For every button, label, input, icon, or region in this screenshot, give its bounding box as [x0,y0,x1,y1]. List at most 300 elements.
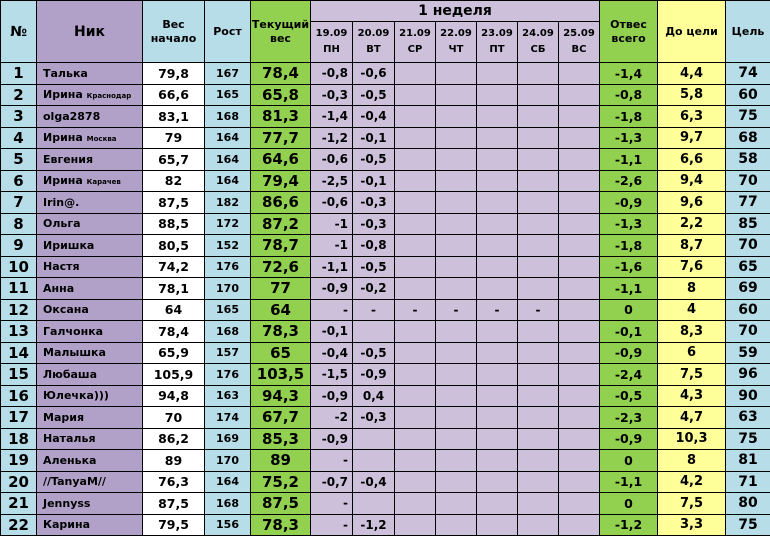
row-day-3 [436,192,477,214]
row-day-0: - [311,514,353,536]
row-total-loss: -1,6 [600,256,658,278]
table-row [1,63,770,85]
row-total-loss: -2,6 [600,170,658,192]
row-start-weight: 79,5 [143,514,205,536]
row-day-3 [436,450,477,472]
row-to-goal: 7,6 [658,256,726,278]
header-day-weekday: ВТ [366,44,381,55]
row-height: 182 [205,192,251,214]
row-total-loss: -0,9 [600,192,658,214]
row-day-1 [353,321,395,343]
header-day-3 [436,22,477,63]
table-row [1,84,770,106]
row-day-1: -0,6 [353,63,395,85]
row-day-3 [436,428,477,450]
row-current-weight: 87,2 [251,213,311,235]
row-start-weight: 64 [143,299,205,321]
nick-name: olga2878 [43,109,101,123]
row-day-3 [436,213,477,235]
row-day-0: -0,7 [311,471,353,493]
row-day-6 [559,493,600,515]
row-day-6 [559,407,600,429]
row-goal: 70 [726,235,770,257]
row-nick [37,364,143,386]
row-goal: 96 [726,364,770,386]
row-current-weight: 64 [251,299,311,321]
row-day-3 [436,256,477,278]
row-day-0: -1,1 [311,256,353,278]
row-goal: 58 [726,149,770,171]
row-day-1 [353,493,395,515]
row-day-0: - [311,493,353,515]
row-day-2 [395,256,436,278]
row-day-4 [477,170,518,192]
row-nick [37,299,143,321]
row-day-6 [559,385,600,407]
row-nick [37,321,143,343]
row-to-goal: 8,7 [658,235,726,257]
row-height: 169 [205,428,251,450]
row-current-weight: 85,3 [251,428,311,450]
row-to-goal: 4,4 [658,63,726,85]
row-day-5 [518,278,559,300]
row-day-2 [395,170,436,192]
header-day-weekday: ЧТ [448,44,464,55]
row-day-0: - [311,299,353,321]
row-current-weight: 87,5 [251,493,311,515]
row-day-0: -0,9 [311,385,353,407]
row-nick [37,493,143,515]
row-day-5 [518,385,559,407]
row-height: 167 [205,63,251,85]
row-day-0: -2,5 [311,170,353,192]
row-total-loss: -1,4 [600,63,658,85]
nick-city: Карачев [86,178,121,187]
row-day-6 [559,192,600,214]
row-goal: 68 [726,127,770,149]
table-row [1,342,770,364]
row-to-goal: 8 [658,450,726,472]
row-height: 165 [205,299,251,321]
row-day-6 [559,299,600,321]
row-height: 164 [205,471,251,493]
row-day-5 [518,450,559,472]
row-to-goal: 4,3 [658,385,726,407]
row-start-weight: 80,5 [143,235,205,257]
row-nick [37,450,143,472]
nick-name: Любаша [43,367,98,381]
row-number: 13 [1,321,37,343]
row-nick [37,342,143,364]
row-start-weight: 86,2 [143,428,205,450]
table-row [1,450,770,472]
row-day-2 [395,471,436,493]
nick-name: Настя [43,260,80,274]
row-day-4 [477,321,518,343]
row-day-2 [395,407,436,429]
table-row [1,213,770,235]
row-day-4 [477,149,518,171]
row-start-weight: 94,8 [143,385,205,407]
row-total-loss: -2,4 [600,364,658,386]
row-total-loss: 0 [600,299,658,321]
row-number: 15 [1,364,37,386]
header-current-weight: Текущий вес [251,1,311,63]
row-day-5 [518,63,559,85]
row-day-4 [477,514,518,536]
row-height: 163 [205,385,251,407]
row-day-5 [518,321,559,343]
row-day-1: -0,5 [353,84,395,106]
row-total-loss: 0 [600,450,658,472]
row-day-2 [395,278,436,300]
header-day-weekday: ПТ [489,44,505,55]
row-start-weight: 65,9 [143,342,205,364]
row-day-5 [518,256,559,278]
row-to-goal: 6,6 [658,149,726,171]
row-day-4 [477,127,518,149]
row-number: 18 [1,428,37,450]
row-day-1 [353,428,395,450]
row-to-goal: 9,4 [658,170,726,192]
row-start-weight: 83,1 [143,106,205,128]
row-day-1 [353,450,395,472]
row-day-4 [477,385,518,407]
row-day-0: -0,8 [311,63,353,85]
row-day-3 [436,149,477,171]
row-day-5 [518,127,559,149]
nick-name: Малышка [43,346,106,360]
row-day-1: -0,1 [353,170,395,192]
nick-name: Мария [43,410,85,424]
row-day-4 [477,364,518,386]
row-current-weight: 78,7 [251,235,311,257]
row-day-0: -1 [311,213,353,235]
row-day-1: -0,2 [353,278,395,300]
row-number: 5 [1,149,37,171]
nick-name: //TanyaM// [43,475,106,489]
row-to-goal: 8 [658,278,726,300]
nick-name: Ирина [43,88,83,102]
row-height: 168 [205,493,251,515]
row-height: 172 [205,213,251,235]
row-day-3 [436,471,477,493]
header-day-date: 25.09 [563,28,595,39]
header-week: 1 неделя [311,1,600,22]
row-start-weight: 105,9 [143,364,205,386]
row-day-3 [436,235,477,257]
row-day-5 [518,471,559,493]
table-row [1,235,770,257]
row-height: 156 [205,514,251,536]
table-row [1,170,770,192]
row-day-4 [477,213,518,235]
row-day-4 [477,471,518,493]
row-day-2 [395,385,436,407]
row-total-loss: -1,8 [600,106,658,128]
header-day-weekday: ВС [571,44,587,55]
row-day-1: -0,8 [353,235,395,257]
row-day-1: 0,4 [353,385,395,407]
table-row [1,471,770,493]
nick-name: Jennyss [43,496,91,510]
row-day-0: -0,9 [311,428,353,450]
row-height: 170 [205,450,251,472]
row-day-2: - [395,299,436,321]
row-day-5 [518,342,559,364]
row-current-weight: 72,6 [251,256,311,278]
row-start-weight: 87,5 [143,493,205,515]
row-day-2 [395,493,436,515]
row-day-2 [395,127,436,149]
row-current-weight: 81,3 [251,106,311,128]
row-day-4 [477,342,518,364]
row-day-3 [436,407,477,429]
row-day-5 [518,493,559,515]
header-day-date: 20.09 [357,28,390,39]
row-day-3 [436,514,477,536]
row-day-4 [477,84,518,106]
table-row [1,514,770,536]
row-total-loss: -0,9 [600,428,658,450]
nick-name: Ольга [43,217,81,231]
row-day-0: -1,5 [311,364,353,386]
row-day-0: - [311,450,353,472]
row-day-5 [518,84,559,106]
row-start-weight: 74,2 [143,256,205,278]
row-start-weight: 87,5 [143,192,205,214]
row-start-weight: 79 [143,127,205,149]
row-day-6 [559,63,600,85]
row-day-3 [436,170,477,192]
row-to-goal: 4,2 [658,471,726,493]
row-to-goal: 6,3 [658,106,726,128]
row-day-2 [395,63,436,85]
row-day-2 [395,364,436,386]
row-day-3 [436,364,477,386]
row-nick [37,192,143,214]
row-day-2 [395,213,436,235]
row-to-goal: 8,3 [658,321,726,343]
row-height: 164 [205,170,251,192]
row-height: 176 [205,364,251,386]
row-day-6 [559,256,600,278]
nick-name: Аленька [43,453,97,467]
row-total-loss: -1,1 [600,471,658,493]
row-goal: 60 [726,84,770,106]
header-day-5 [518,22,559,63]
nick-name: Галчонка [43,324,104,338]
row-to-goal: 5,8 [658,84,726,106]
row-day-4 [477,192,518,214]
row-current-weight: 77 [251,278,311,300]
row-total-loss: -0,1 [600,321,658,343]
header-day-6 [559,22,600,63]
header-day-date: 19.09 [315,28,348,39]
row-current-weight: 65,8 [251,84,311,106]
row-day-1: -1,2 [353,514,395,536]
header-height: Рост [205,1,251,63]
header-nick: Ник [37,1,143,63]
header-day-1 [353,22,395,63]
row-day-1: -0,4 [353,471,395,493]
row-to-goal: 7,5 [658,493,726,515]
row-number: 11 [1,278,37,300]
row-day-3 [436,321,477,343]
row-day-2 [395,149,436,171]
row-day-6 [559,149,600,171]
table-row [1,106,770,128]
row-day-0: -1 [311,235,353,257]
nick-name: Ирина [43,131,83,145]
row-day-5: - [518,299,559,321]
row-number: 6 [1,170,37,192]
table-row [1,428,770,450]
row-start-weight: 66,6 [143,84,205,106]
header-num: № [1,1,37,63]
row-height: 157 [205,342,251,364]
row-total-loss: 0 [600,493,658,515]
row-day-6 [559,170,600,192]
header-day-date: 24.09 [522,28,554,39]
row-day-5 [518,235,559,257]
row-number: 14 [1,342,37,364]
row-current-weight: 89 [251,450,311,472]
row-to-goal: 9,7 [658,127,726,149]
row-goal: 70 [726,170,770,192]
nick-name: Юлечка))) [43,389,109,403]
row-total-loss: -1,8 [600,235,658,257]
row-number: 19 [1,450,37,472]
row-day-6 [559,471,600,493]
row-day-3 [436,342,477,364]
row-nick [37,127,143,149]
row-day-2 [395,450,436,472]
row-current-weight: 75,2 [251,471,311,493]
row-day-2 [395,235,436,257]
row-goal: 75 [726,428,770,450]
row-number: 2 [1,84,37,106]
row-day-1: -0,3 [353,192,395,214]
nick-name: Евгения [43,152,94,166]
table-row [1,364,770,386]
row-current-weight: 67,7 [251,407,311,429]
row-height: 174 [205,407,251,429]
row-total-loss: -0,5 [600,385,658,407]
row-total-loss: -0,9 [600,342,658,364]
row-number: 3 [1,106,37,128]
row-start-weight: 70 [143,407,205,429]
row-day-3 [436,127,477,149]
row-total-loss: -2,3 [600,407,658,429]
nick-name: Талька [43,66,88,80]
row-current-weight: 103,5 [251,364,311,386]
table-row [1,493,770,515]
row-day-0: -0,4 [311,342,353,364]
row-day-3 [436,385,477,407]
table-row [1,192,770,214]
row-goal: 60 [726,299,770,321]
row-start-weight: 89 [143,450,205,472]
table-row [1,278,770,300]
row-day-5 [518,428,559,450]
row-goal: 81 [726,450,770,472]
row-start-weight: 65,7 [143,149,205,171]
nick-name: Оксана [43,303,89,317]
nick-name: Иришка [43,238,95,252]
row-nick [37,106,143,128]
row-start-weight: 78,4 [143,321,205,343]
header-day-date: 23.09 [481,28,513,39]
row-current-weight: 65 [251,342,311,364]
nick-name: Irin@. [43,195,80,209]
row-day-5 [518,364,559,386]
row-day-0: -1,2 [311,127,353,149]
row-goal: 71 [726,471,770,493]
row-day-4 [477,493,518,515]
row-current-weight: 78,3 [251,321,311,343]
header-day-date: 22.09 [440,28,472,39]
row-day-4 [477,278,518,300]
row-total-loss: -1,1 [600,278,658,300]
row-day-6 [559,278,600,300]
row-height: 164 [205,149,251,171]
row-to-goal: 4,7 [658,407,726,429]
row-day-6 [559,428,600,450]
header-day-date: 21.09 [399,28,431,39]
row-total-loss: -1,1 [600,149,658,171]
row-day-5 [518,170,559,192]
row-height: 164 [205,127,251,149]
row-number: 7 [1,192,37,214]
row-goal: 80 [726,493,770,515]
row-height: 152 [205,235,251,257]
row-day-0: -0,9 [311,278,353,300]
row-day-4 [477,450,518,472]
row-day-6 [559,127,600,149]
row-nick [37,170,143,192]
row-goal: 74 [726,63,770,85]
row-nick [37,256,143,278]
row-day-2 [395,106,436,128]
row-number: 12 [1,299,37,321]
row-nick [37,149,143,171]
row-height: 168 [205,321,251,343]
row-start-weight: 82 [143,170,205,192]
row-number: 16 [1,385,37,407]
row-total-loss: -1,3 [600,213,658,235]
row-day-5 [518,514,559,536]
row-start-weight: 78,1 [143,278,205,300]
row-goal: 65 [726,256,770,278]
row-nick [37,407,143,429]
table-row [1,407,770,429]
row-nick [37,471,143,493]
nick-city: Москва [86,135,117,144]
row-goal: 59 [726,342,770,364]
row-nick [37,63,143,85]
row-goal: 69 [726,278,770,300]
row-day-1: - [353,299,395,321]
row-nick [37,428,143,450]
header-day-4 [477,22,518,63]
row-day-5 [518,407,559,429]
row-height: 176 [205,256,251,278]
row-number: 4 [1,127,37,149]
row-to-goal: 4 [658,299,726,321]
row-height: 170 [205,278,251,300]
row-goal: 70 [726,321,770,343]
